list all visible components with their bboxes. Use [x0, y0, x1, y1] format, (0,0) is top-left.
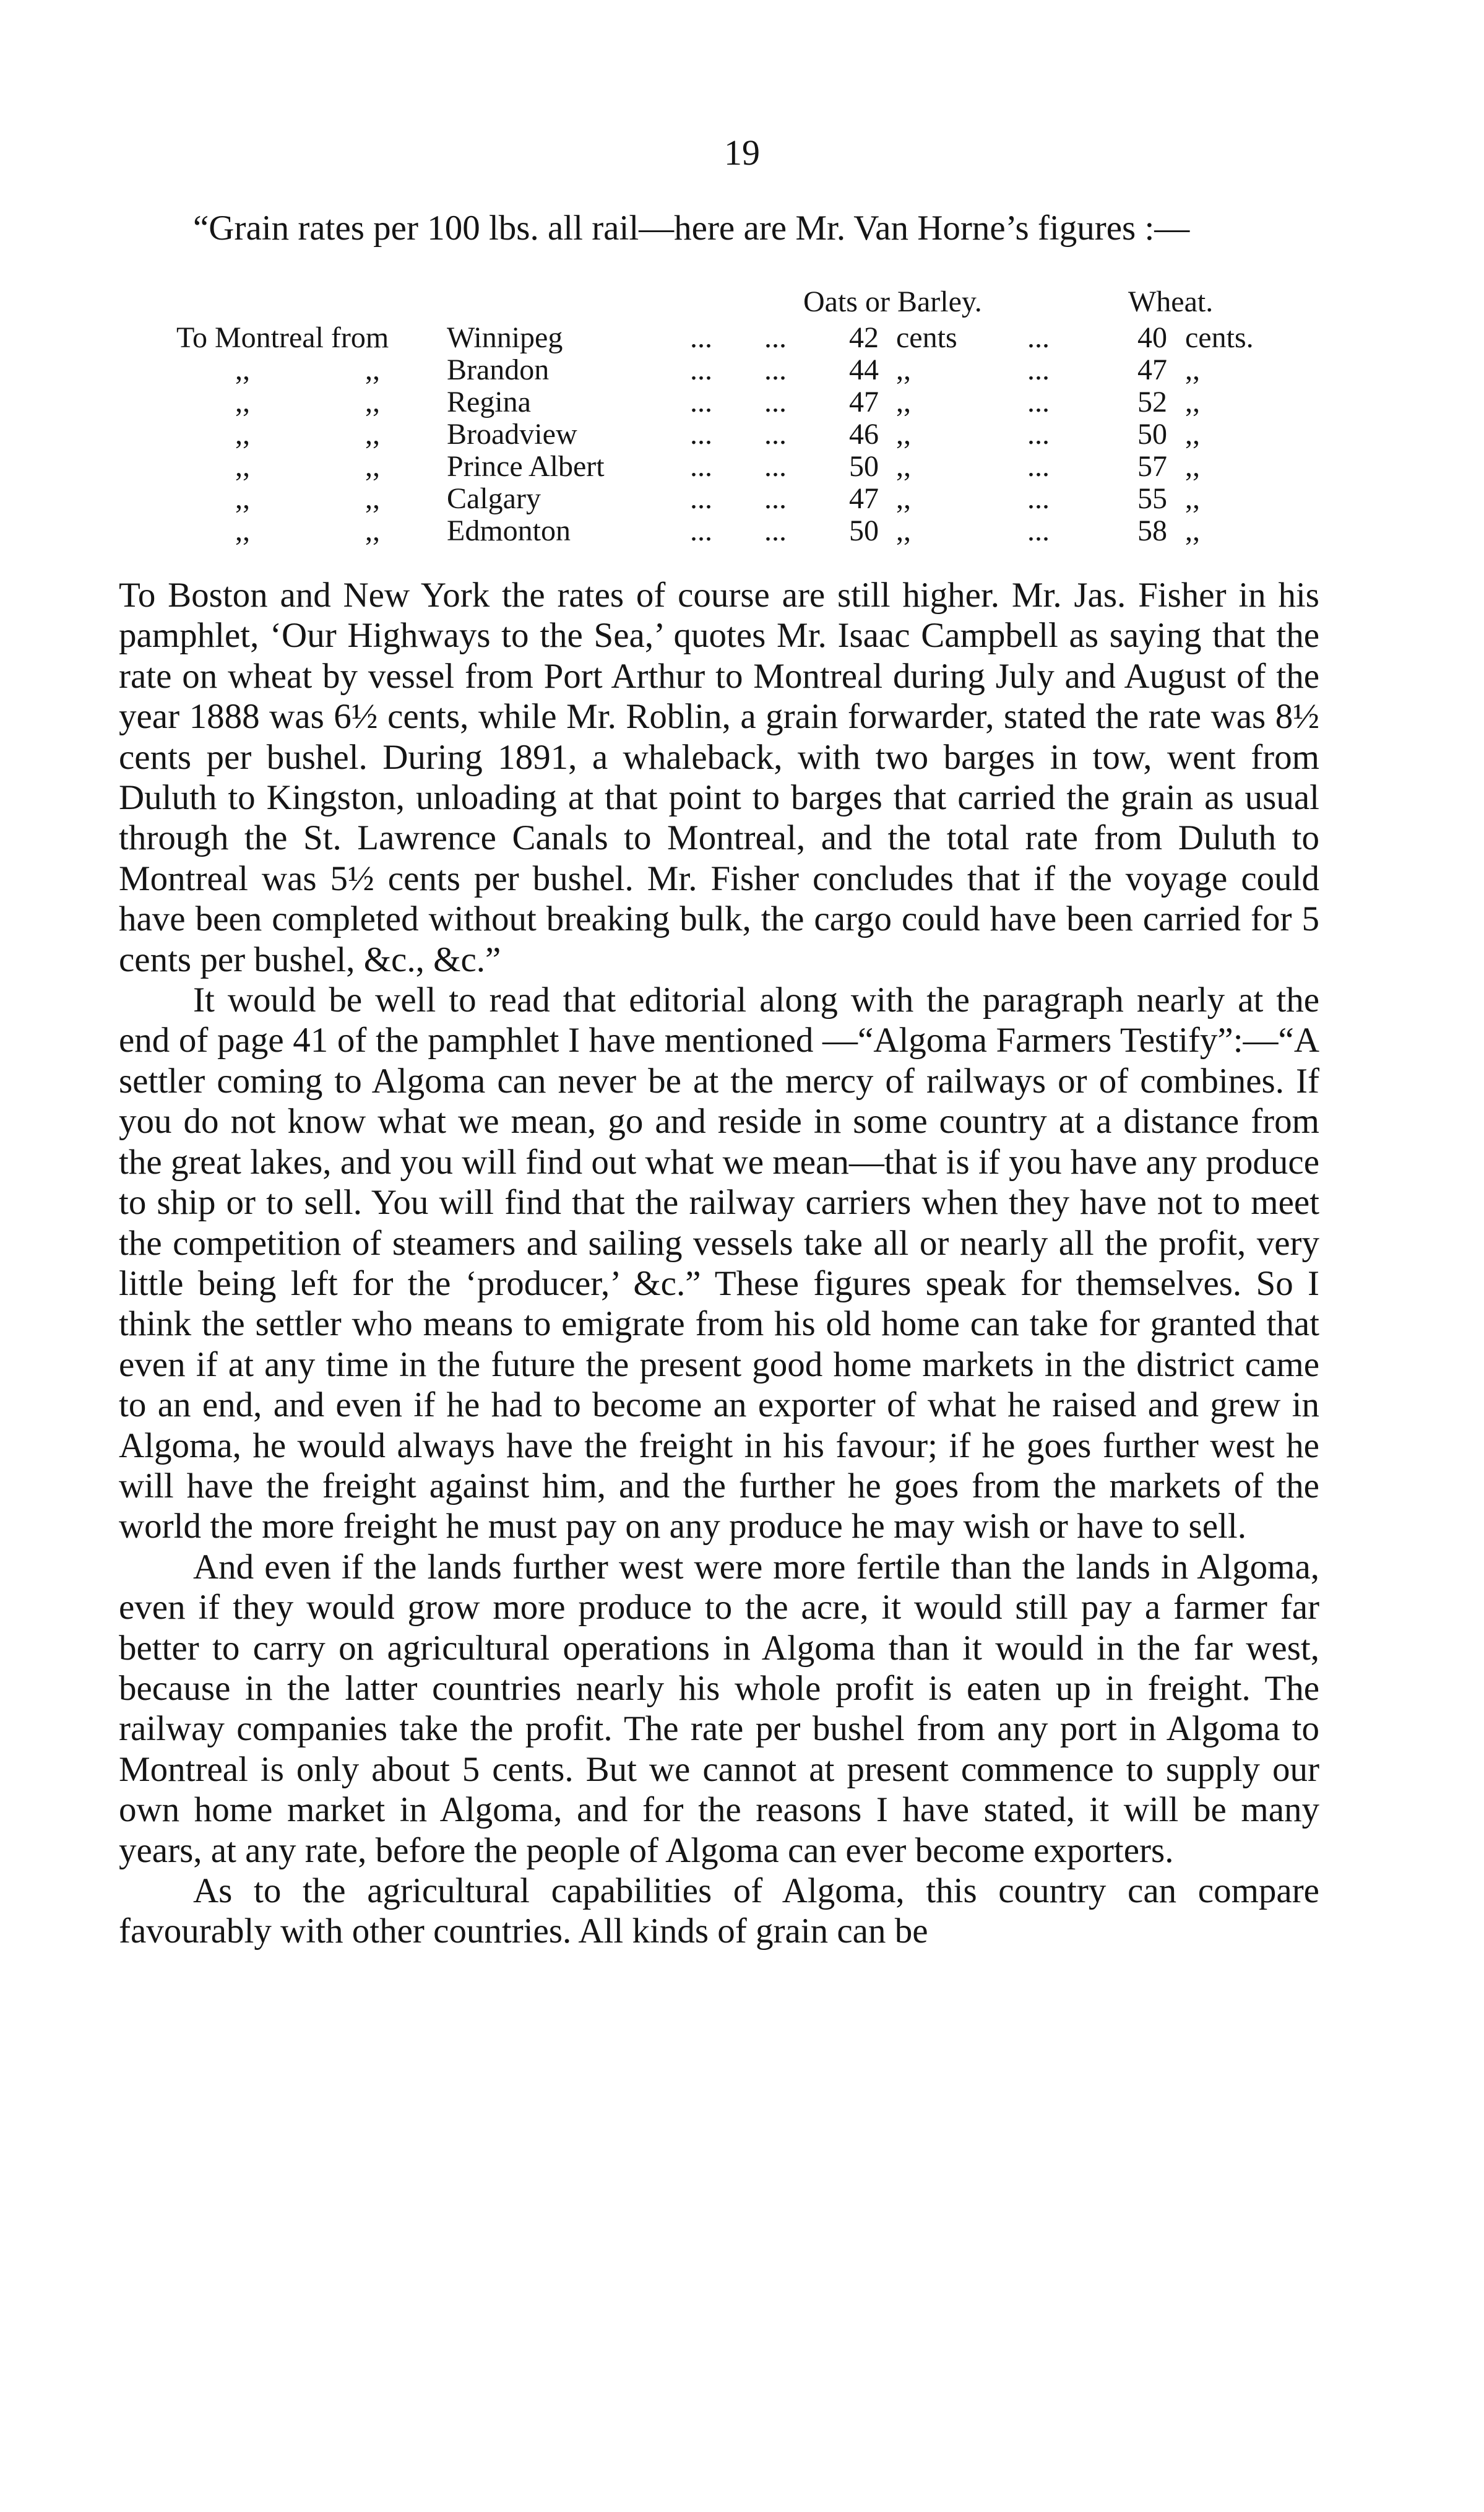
paragraph: And even if the lands further west were more fertile than the lands in Algoma, even if they would grow more produce to the acre, it would still pay a farmer far better to carry on agricultural operations in Algoma than it would in the far west, because in the latter countries nearly his whole profit is eaten up in freight. The railway companies take the profit. The rate per bushel from any port in Algoma to Montreal is only about 5 cents. But we cannot at present commence to supply our own home market in Algoma, and for the reasons I have stated, it will be many years, at any rate, before the people of Algoma can ever become exporters. [119, 1547, 1319, 1870]
intro-paragraph: “Grain rates per 100 lbs. all rail—here are Mr. Van Horne’s figures :— [193, 209, 1190, 248]
wheat-rate: 58 [1137, 514, 1167, 547]
wheat-unit: ,, [1185, 353, 1200, 386]
leader-dots: ... [764, 514, 787, 547]
oats-unit: ,, [896, 386, 911, 418]
ditto-mark: ,, [235, 482, 250, 515]
leader-dots: ... [1027, 482, 1050, 515]
body-text [119, 575, 1319, 1952]
leader-dots: ... [690, 353, 712, 386]
leader-dots: ... [690, 514, 712, 547]
leader-dots: ... [690, 321, 712, 354]
leader-dots: ... [764, 321, 787, 354]
oats-unit: ,, [896, 482, 911, 515]
oats-rate: 46 [849, 418, 879, 451]
ditto-mark: ,, [235, 353, 250, 386]
wheat-unit: cents. [1185, 321, 1254, 354]
leader-dots: ... [764, 418, 787, 451]
leader-dots: ... [764, 353, 787, 386]
ditto-mark: ,, [365, 353, 380, 386]
grain-rates-table [0, 287, 1484, 547]
leader-dots: ... [690, 482, 712, 515]
paragraph: It would be well to read that editorial along with the paragraph nearly at the end of page 41 of the pamphlet I have mentioned —“Algoma Farmers Testify”:—“A settler coming to Algoma can never be at the mercy of railways or of combines. If you do not know what we mean, go and reside in some country at a distance from the great lakes, and you will find out what we mean—that is if you have any produce to ship or to sell. You will find that the railway carriers when they have not to meet the competition of steamers and sailing vessels take all or nearly all the profit, very little being left for the ‘producer,’ &c.” These figures speak for themselves. So I think the settler who means to emigrate from his old home can take for granted that even if at any time in the future the present good home markets in the district came to an end, and even if he had to become an exporter of what he raised and grew in Algoma, he would always have the freight in his favour; if he goes further west he will have the freight against him, and the further he goes from the markets of the world the more freight he must pay on any produce he may wish or have to sell. [119, 981, 1319, 1546]
city-name: Brandon [447, 353, 550, 386]
leader-dots: ... [690, 386, 712, 418]
oats-unit: ,, [896, 353, 911, 386]
city-name: Winnipeg [447, 321, 563, 354]
oats-unit: cents [896, 321, 957, 354]
oats-rate: 44 [849, 353, 879, 386]
wheat-unit: ,, [1185, 450, 1200, 483]
oats-rate: 50 [849, 514, 879, 547]
city-name: Regina [447, 386, 531, 418]
oats-unit: ,, [896, 514, 911, 547]
table-row [0, 420, 1484, 452]
paragraph: As to the agricultural capabilities of Algoma, this country can compare favourably with other countries. All kinds of grain can be [119, 1871, 1319, 1951]
leader-dots: ... [1027, 418, 1050, 451]
wheat-rate: 50 [1137, 418, 1167, 451]
wheat-rate: 40 [1137, 321, 1167, 354]
wheat-rate: 55 [1137, 482, 1167, 515]
oats-rate: 47 [849, 482, 879, 515]
ditto-mark: ,, [365, 386, 380, 418]
leader-dots: ... [764, 450, 787, 483]
leader-dots: ... [1027, 353, 1050, 386]
header-wheat: Wheat. [1128, 285, 1214, 318]
leader-dots: ... [1027, 450, 1050, 483]
ditto-mark: ,, [235, 450, 250, 483]
table-row [0, 388, 1484, 420]
wheat-rate: 52 [1137, 386, 1167, 418]
leader-dots: ... [764, 386, 787, 418]
city-name: Edmonton [447, 514, 571, 547]
intro-block [119, 208, 1319, 248]
paragraph: To Boston and New York the rates of course are still higher. Mr. Jas. Fisher in his pamphlet, ‘Our Highways to the Sea,’ quotes Mr. Isaac Campbell as saying that the rate on wheat by vessel from Port Arthur to Montreal during July and August of the year 1888 was 6½ cents, while Mr. Roblin, a grain forwarder, stated the rate was 8½ cents per bushel. During 1891, a whaleback, with two barges in tow, went from Duluth to Kingston, unloading at that point to barges that carried the grain as usual through the St. Lawrence Canals to Montreal, and the total rate from Duluth to Montreal was 5½ cents per bushel. Mr. Fisher concludes that if the voyage could have been completed without breaking bulk, the cargo could have been carried for 5 cents per bushel, &c., &c.” [119, 576, 1319, 979]
ditto-mark: ,, [365, 450, 380, 483]
leader-dots: ... [690, 418, 712, 451]
city-name: Prince Albert [447, 450, 605, 483]
leader-dots: ... [1027, 321, 1050, 354]
wheat-unit: ,, [1185, 482, 1200, 515]
ditto-mark: ,, [235, 386, 250, 418]
page-number: 19 [724, 132, 760, 173]
wheat-rate: 47 [1137, 353, 1167, 386]
oats-rate: 42 [849, 321, 879, 354]
ditto-mark: ,, [365, 418, 380, 451]
table-row [0, 516, 1484, 548]
city-name: Broadview [447, 418, 577, 451]
header-oats-barley: Oats or Barley. [803, 285, 982, 318]
ditto-mark: ,, [365, 482, 380, 515]
wheat-unit: ,, [1185, 514, 1200, 547]
leader-dots: ... [690, 450, 712, 483]
ditto-mark: ,, [365, 514, 380, 547]
city-name: Calgary [447, 482, 541, 515]
wheat-rate: 57 [1137, 450, 1167, 483]
wheat-unit: ,, [1185, 418, 1200, 451]
leader-dots: ... [1027, 386, 1050, 418]
leader-dots: ... [764, 482, 787, 515]
ditto-mark: ,, [235, 418, 250, 451]
oats-unit: ,, [896, 418, 911, 451]
table-row [0, 484, 1484, 516]
table-row [0, 452, 1484, 484]
oats-rate: 47 [849, 386, 879, 418]
oats-unit: ,, [896, 450, 911, 483]
route-prefix: To Montreal from [176, 321, 389, 354]
ditto-mark: ,, [235, 514, 250, 547]
wheat-unit: ,, [1185, 386, 1200, 418]
table-row [0, 355, 1484, 388]
leader-dots: ... [1027, 514, 1050, 547]
oats-rate: 50 [849, 450, 879, 483]
table-row [0, 323, 1484, 355]
